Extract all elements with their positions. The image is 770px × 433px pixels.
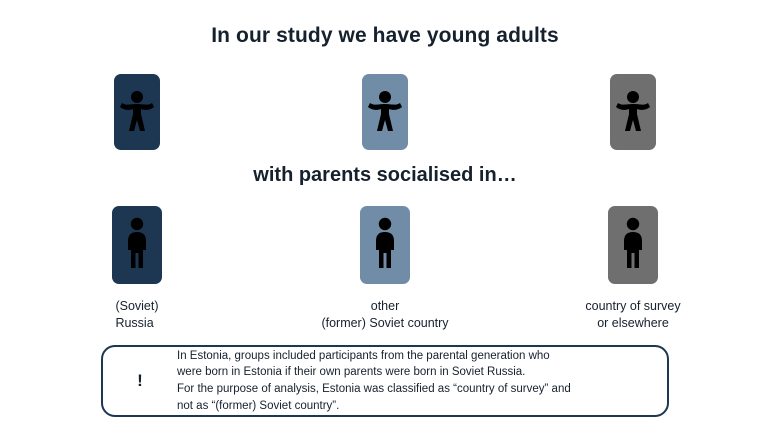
- parent-caption-2-line2: (former) Soviet country: [321, 315, 449, 330]
- parent-caption-2: [321, 298, 448, 332]
- young-adult-group-2: [310, 74, 460, 150]
- young-adult-group-3: [558, 74, 708, 150]
- parent-caption-1: [115, 298, 158, 332]
- child-figure-icon: [616, 88, 650, 137]
- note-text: [177, 348, 583, 415]
- adult-figure-icon: [370, 217, 400, 274]
- young-adult-group-1: [62, 74, 212, 150]
- parent-group-3: [558, 206, 708, 332]
- page-subtitle: with parents socialised in…: [253, 164, 517, 186]
- parents-row: [0, 206, 770, 332]
- parent-caption-3: [585, 298, 680, 332]
- note-line-4: not as “(former) Soviet country”.: [177, 399, 340, 412]
- parent-card-1: [112, 206, 162, 284]
- note-line-2: were born in Estonia if their own parents were born in Soviet Russia.: [177, 366, 526, 379]
- young-adult-card-2: [362, 74, 408, 150]
- note-box: [101, 345, 669, 417]
- parent-caption-1-line2: Russia: [115, 315, 154, 330]
- young-adults-row: [0, 74, 770, 150]
- parent-group-2: [310, 206, 460, 332]
- exclamation-icon: !: [137, 371, 143, 390]
- young-adult-card-1: [114, 74, 160, 150]
- note-line-1: In Estonia, groups included participants from the parental generation who: [177, 349, 550, 362]
- young-adult-card-3: [610, 74, 656, 150]
- parent-caption-3-line2: or elsewhere: [597, 315, 669, 330]
- child-figure-icon: [120, 88, 154, 137]
- child-figure-icon: [368, 88, 402, 137]
- note-line-3: For the purpose of analysis, Estonia was classified as “country of survey” and: [177, 383, 571, 395]
- parent-caption-3-line1: country of survey: [585, 299, 681, 313]
- parent-caption-1-line1: (Soviet): [115, 299, 159, 313]
- parent-card-3: [608, 206, 658, 284]
- adult-figure-icon: [618, 217, 648, 274]
- parent-card-2: [360, 206, 410, 284]
- page-title: In our study we have young adults: [211, 24, 559, 47]
- parent-group-1: [62, 206, 212, 332]
- adult-figure-icon: [122, 217, 152, 274]
- parent-caption-2-line1: other: [370, 299, 400, 313]
